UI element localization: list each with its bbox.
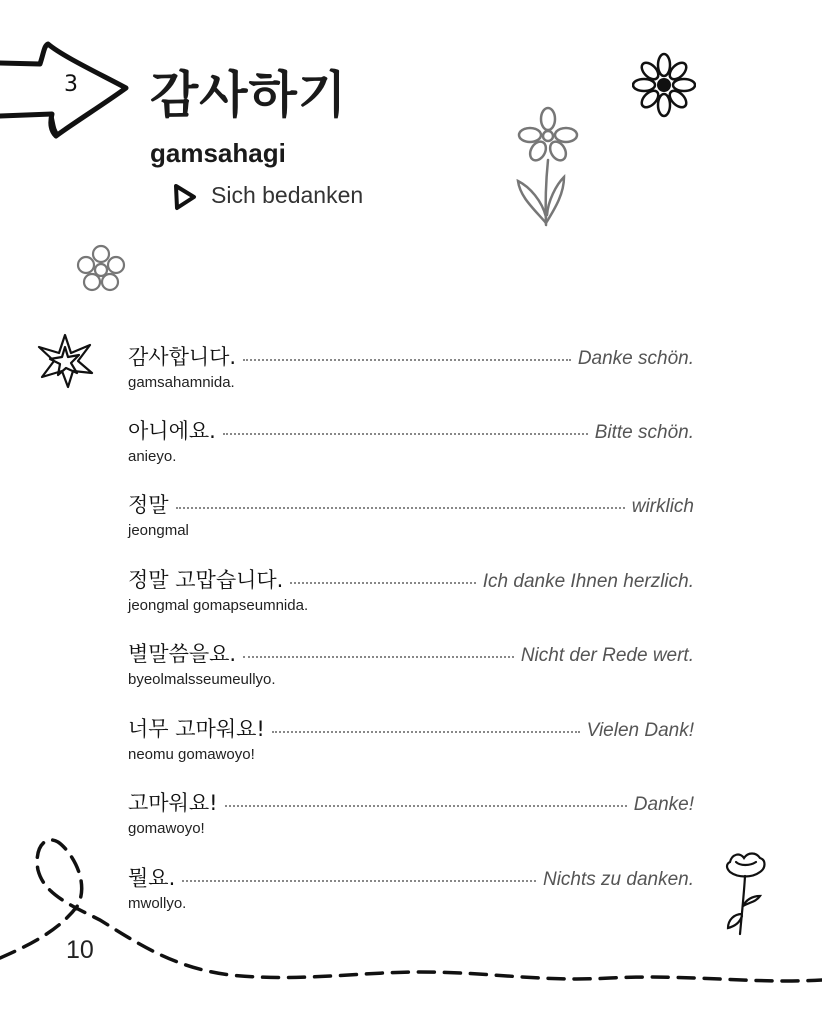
list-item <box>128 341 694 391</box>
list-item <box>128 489 694 539</box>
dot-leader <box>290 582 475 584</box>
korean-phrase: 너무 고마워요! <box>128 717 265 741</box>
page-title: 감사하기 <box>150 66 348 124</box>
dot-leader <box>176 507 625 509</box>
korean-phrase: 별말씀을요. <box>128 642 237 666</box>
subtitle: Sich bedanken <box>211 182 364 208</box>
dot-leader <box>225 805 627 807</box>
list-item <box>128 415 694 465</box>
phrase-romanization: gomawoyo! <box>128 820 205 837</box>
list-item <box>128 862 694 912</box>
phrase-romanization: anieyo. <box>128 448 177 465</box>
korean-phrase: 정말 <box>128 493 169 517</box>
german-translation: Vielen Dank! <box>586 720 694 741</box>
list-item <box>128 787 694 837</box>
korean-phrase: 뭘요. <box>128 866 176 890</box>
phrase-romanization: mwollyo. <box>128 895 187 912</box>
phrase-romanization: neomu gomawoyo! <box>128 746 255 763</box>
phrase-romanization: gamsahamnida. <box>128 374 235 391</box>
phrase-romanization: jeongmal gomapseumnida. <box>128 597 309 614</box>
dot-leader <box>272 731 580 733</box>
korean-phrase: 아니에요. <box>128 419 216 443</box>
korean-phrase: 정말 고맙습니다. <box>128 568 284 592</box>
list-item <box>128 638 694 688</box>
german-translation: Danke! <box>633 794 694 815</box>
chapter-number: 3 <box>64 72 78 97</box>
korean-phrase: 고마워요! <box>128 791 218 815</box>
dot-leader <box>182 880 536 882</box>
german-translation: wirklich <box>631 496 694 517</box>
german-translation: Bitte schön. <box>594 422 694 443</box>
phrase-romanization: byeolmalsseumeullyo. <box>128 671 276 688</box>
title-romanization: gamsahagi <box>150 138 286 168</box>
german-translation: Danke schön. <box>577 348 694 369</box>
german-translation: Ich danke Ihnen herzlich. <box>482 571 694 592</box>
dot-leader <box>243 656 514 658</box>
dot-leader <box>223 433 588 435</box>
page-number: 10 <box>66 936 94 964</box>
korean-phrase: 감사합니다. <box>128 345 237 369</box>
list-item <box>128 713 694 763</box>
german-translation: Nicht der Rede wert. <box>520 645 694 666</box>
phrase-romanization: jeongmal <box>128 522 189 539</box>
german-translation: Nichts zu danken. <box>542 869 694 890</box>
list-item <box>128 564 694 614</box>
dot-leader <box>243 359 571 361</box>
